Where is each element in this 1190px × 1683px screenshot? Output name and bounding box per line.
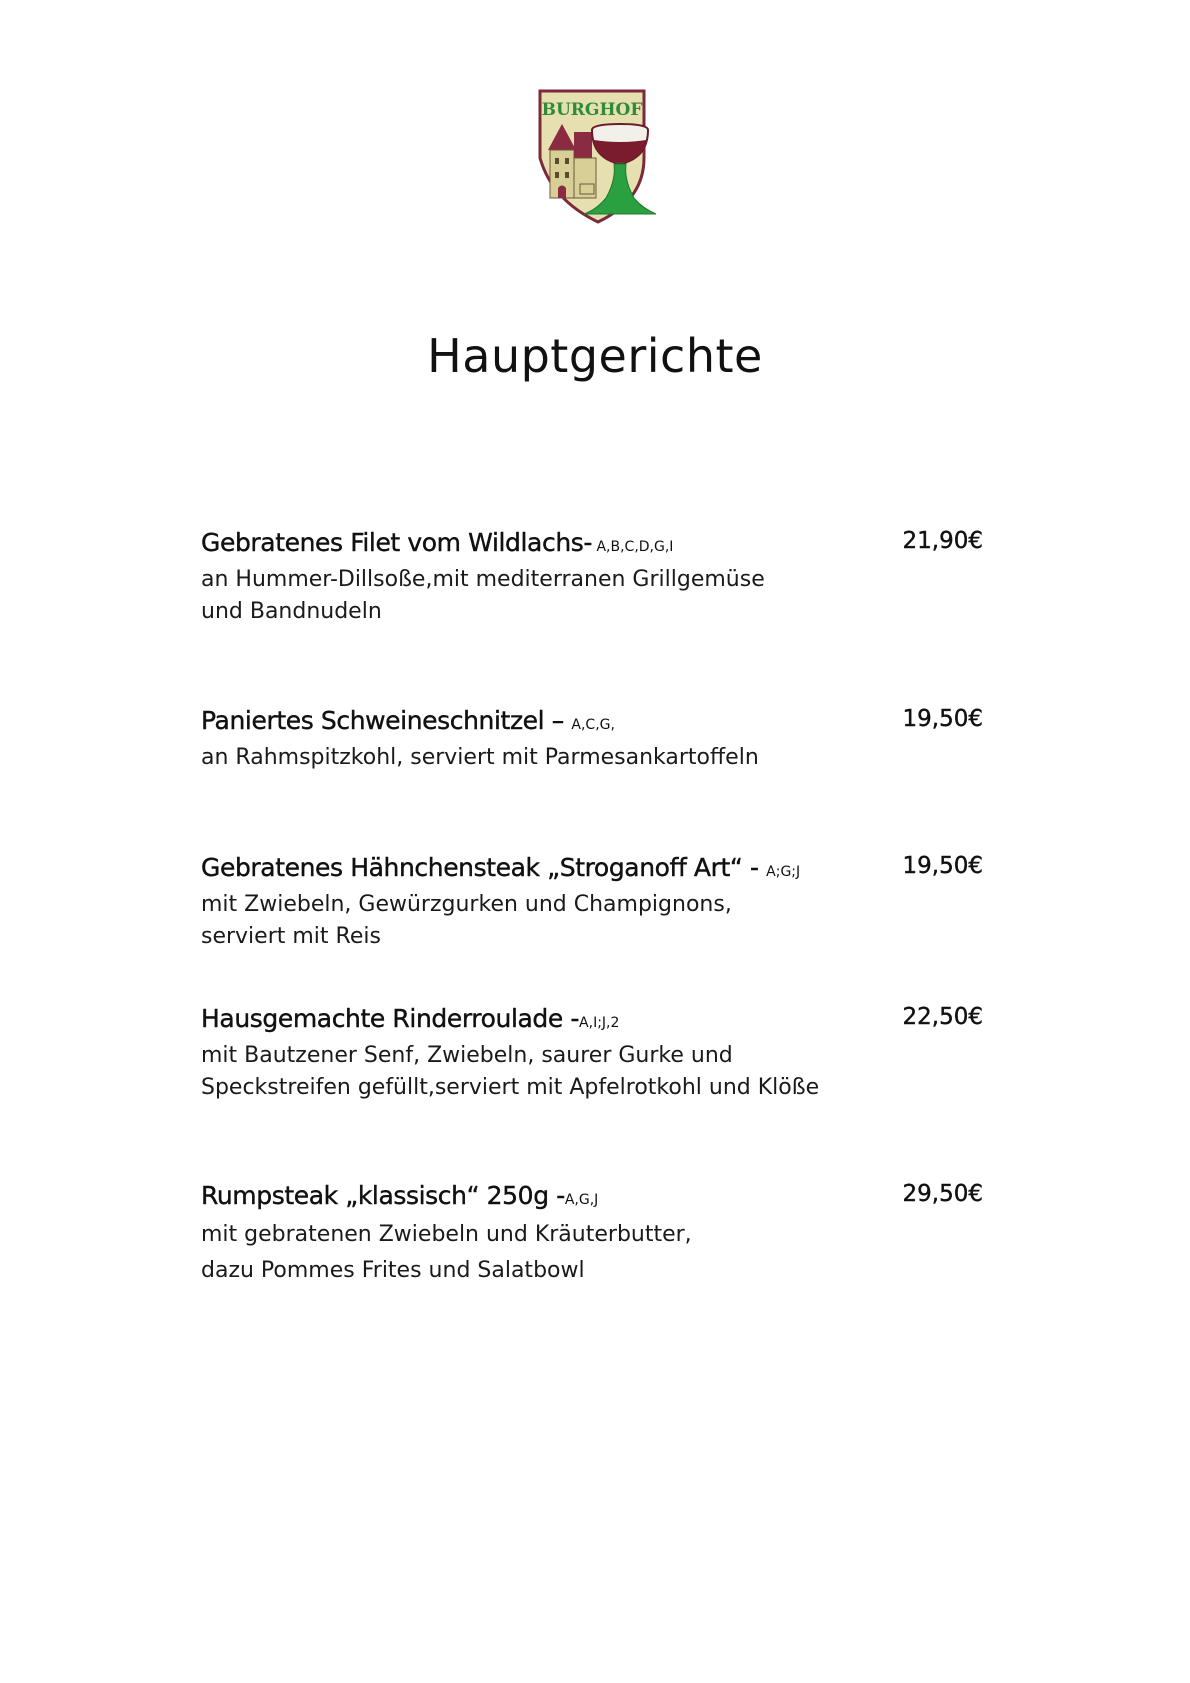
menu-item [201,706,1021,774]
description-line: an Hummer-Dillsoße,mit mediterranen Grillgemüse [201,567,765,592]
dish-name [201,1181,598,1210]
menu-item [201,1181,1021,1289]
menu-item [201,528,1021,628]
description-line: und Bandnudeln [201,599,382,624]
dish-name [201,1004,619,1033]
description-line: mit Zwiebeln, Gewürzgurken und Champignons, [201,892,732,917]
description-line: mit gebratenen Zwiebeln und Kräuterbutter, [201,1222,692,1247]
menu-item-header [201,528,1021,564]
dish-name [201,706,615,735]
menu-item-header [201,706,1021,742]
allergen-codes: A;G;J [766,864,801,880]
dish-price: 19,50€ [902,853,983,879]
dish-name-text: Gebratenes Hähnchensteak „Stroganoff Art“ - [201,853,767,882]
menu-item [201,1004,1021,1104]
dish-description [201,1040,841,1104]
allergen-codes: A,B,C,D,G,I [592,539,674,555]
dish-name [201,528,673,557]
dish-name-text: Hausgemachte Rinderroulade - [201,1004,580,1033]
menu-item-header [201,853,1021,889]
dish-price: 22,50€ [902,1004,983,1030]
burghof-logo-graphic [536,88,666,228]
logo-text: BURGHOF [541,100,643,120]
allergen-codes: A,G,J [564,1192,599,1208]
menu-item [201,853,1021,953]
description-line: an Rahmspitzkohl, serviert mit Parmesankartoffeln [201,745,759,770]
dish-name [201,853,800,882]
dish-price: 29,50€ [902,1181,983,1207]
dish-name-text: Gebratenes Filet vom Wildlachs- [201,528,593,557]
menu-item-header [201,1004,1021,1040]
description-line: Speckstreifen gefüllt,serviert mit Apfelrotkohl und Klöße [201,1075,820,1100]
dish-description [201,1217,841,1289]
dish-price: 19,50€ [902,706,983,732]
menu-item-header [201,1181,1021,1217]
page-title: Hauptgerichte [427,329,763,383]
dish-description [201,564,841,628]
description-line: serviert mit Reis [201,924,381,949]
allergen-codes: A,I;J,2 [579,1015,620,1031]
burghof-logo [536,88,666,228]
dish-description [201,742,841,774]
description-line: mit Bautzener Senf, Zwiebeln, saurer Gurke und [201,1043,733,1068]
dish-name-text: Paniertes Schweineschnitzel – [201,706,572,735]
dish-name-text: Rumpsteak „klassisch“ 250g - [201,1181,565,1210]
dish-price: 21,90€ [902,528,983,554]
description-line: dazu Pommes Frites und Salatbowl [201,1258,585,1283]
dish-description [201,889,841,953]
allergen-codes: A,C,G, [571,717,615,733]
